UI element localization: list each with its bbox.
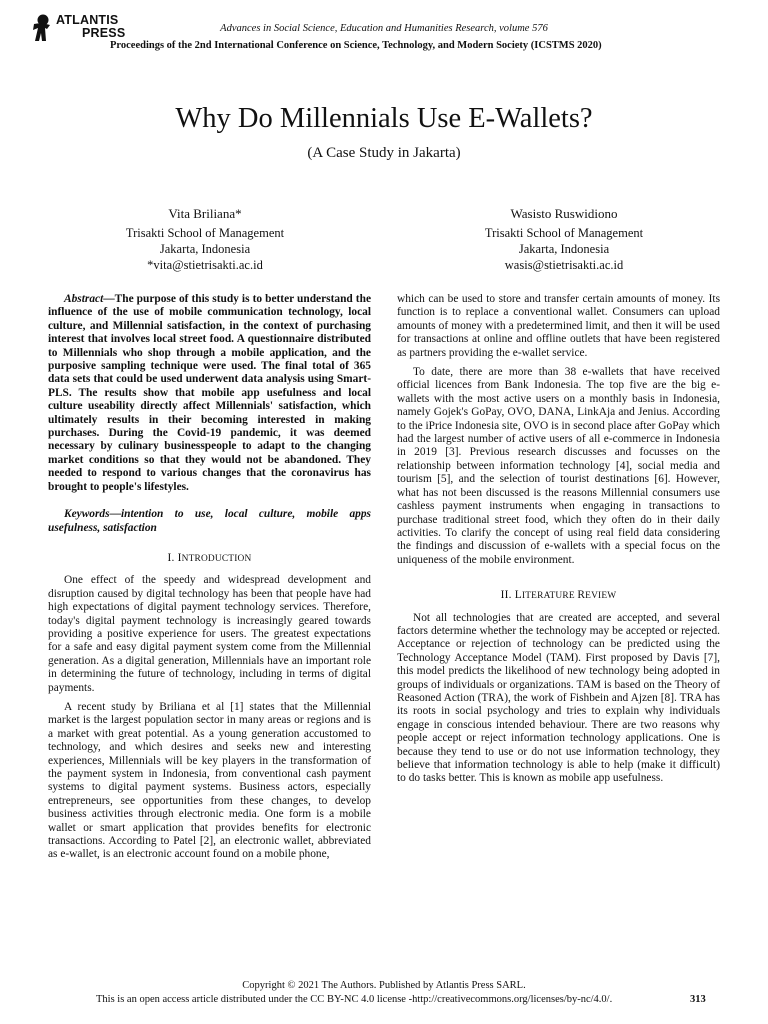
- abstract-text: —The purpose of this study is to better understand the influence of the use of mobile communication technology, local culture, and Millennial satisfaction, in the context of purchasing interest that involves local street food. A questionnaire distributed to Millennials who shop through a mobile application, and the purposive sampling technique were used. The final total of 365 data sets that could be used underwent data analysis using Smart-PLS. The results show that mobile app usefulness and local culture useability directly affect Millennials' satisfaction, which ultimately results in their becoming interested in making purchases. During the Covid-19 pandemic, it was deemed necessary by culinary businesspeople to adapt to the changing market conditions so that they would not be abandoned. They needed to respond to various changes that the coronavirus has brought to people's lifestyles.: [48, 293, 371, 493]
- left-column: [48, 293, 371, 868]
- body-paragraph: To date, there are more than 38 e-wallets that have received official licences from Bank Indonesia. The top five are the big e-wallets with the most active users on a monthly basis in Indonesia, namely Gojek's GoPay, OVO, DANA, LinkAja and Jenius. According to the iPrice Indonesia site, OVO is in second place after GoPay which had the largest number of active users of all e-commerce in Indonesia in 2019 [3]. Previous research discusses and focusses on the relationship between information technology [4], social media and tourism [5], and the selection of tourist destinations [6]. However, what has not been discussed is the reasons Millennial consumers use cashless payment instruments when engaging in transactions to purchase traditional street food, which they often do in their daily activities. To clarify the concept of using real field data considering the findings and discussion of e-wallets with a special focus on the uniqueness of the mobile environment.: [397, 366, 720, 566]
- paper-subtitle: (A Case Study in Jakarta): [307, 145, 461, 161]
- copyright-notice: Copyright © 2021 The Authors. Published by Atlantis Press SARL.: [242, 980, 526, 991]
- author-block: [55, 206, 355, 273]
- author-email[interactable]: *vita@stietrisakti.ac.id: [147, 258, 263, 272]
- author-name: Vita Briliana*: [168, 206, 242, 221]
- body-paragraph: Not all technologies that are created are accepted, and several factors determine whether the technology may be accepted or rejected. Acceptance or rejection of technology can be predicted using the Technology Acceptance Model (TAM). First proposed by Davis [7], this model predicts the likelihood of new technology being adopted in groups of individuals or organizations. TAM is based on the Theory of Reasoned Action (TRA), the work of Fishbein and Ajzen [8]. TRA has its roots in social psychology and tries to explain why individuals engage in conscious intended behaviour. There are two reasons why people accept or reject information technology applications. One is because they tend to use or do not use information technology, they believe that information technology is able to help (make it difficult) to do tasks better. This is known as mobile app usefulness.: [397, 611, 720, 785]
- license-notice: This is an open access article distributed under the CC BY-NC 4.0 license -http://creativecommons.org/licenses/by-nc/4.0/.: [96, 994, 613, 1005]
- series-title: Advances in Social Science, Education and Humanities Research, volume 576: [220, 23, 548, 34]
- author-affiliation: Trisakti School of Management: [125, 226, 285, 240]
- author-block: [414, 206, 714, 273]
- body-paragraph: A recent study by Briliana et al [1] states that the Millennial market is the largest population sector in many areas or regions and is a market with great potential. As a young generation accustomed to technology, and which desires and seeks new and interesting experiences, Millennials will be key players in the transformation of the payment system in Indonesia, from conventional cash payment systems to digital payment systems. Business actors, especially entrepreneurs, see opportunities from these changes, to develop business activities through electronic media. One form is a mobile wallet or smart application that provides benefits for electronic transactions. According to Patel [2], an electronic wallet, abbreviated as e-wallet, is an electronic account found on a mobile phone,: [48, 700, 371, 861]
- page-number: 313: [690, 994, 706, 1005]
- page-header: [0, 0, 768, 60]
- publisher-line-1: ATLANTIS: [56, 13, 119, 27]
- section-heading-introduction: I. INTRODUCTION: [167, 551, 252, 564]
- author-name: Wasisto Ruswidiono: [510, 206, 618, 221]
- keywords: Keywords—intention to use, local culture, mobile apps usefulness, satisfaction: [48, 508, 371, 534]
- publisher-line-2: PRESS: [82, 26, 126, 40]
- author-email[interactable]: wasis@stietrisakti.ac.id: [504, 258, 624, 272]
- right-column: [397, 293, 720, 792]
- body-paragraph: which can be used to store and transfer certain amounts of money. Its function is to replace a conventional wallet. Consumers can upload amounts of money with a predetermined limit, and then it will be used for transactions at online and offline outlets that have been registered as partners providing the e-wallet service.: [397, 293, 720, 359]
- author-location: Jakarta, Indonesia: [159, 242, 251, 256]
- paper-title: Why Do Millennials Use E-Wallets?: [175, 103, 593, 134]
- author-affiliation: Trisakti School of Management: [484, 226, 644, 240]
- proceedings-title: Proceedings of the 2nd International Conference on Science, Technology, and Modern Society (ICSTMS 2020): [110, 40, 602, 51]
- body-paragraph: One effect of the speedy and widespread development and disruption caused by digital technology has been that people have had high expectations of digital payment technology services. Therefore, today's digital payment technology is increasingly geared towards providing a positive experience for users. The greatest expectations for a safe and easy digital payment system come from the Millennial generation. As a digital generation, Millennials have an important role in determining the future of technology, including in terms of digital payments.: [48, 574, 371, 694]
- author-location: Jakarta, Indonesia: [518, 242, 610, 256]
- abstract-lead: Abstract: [64, 293, 104, 305]
- abstract: [48, 293, 371, 494]
- section-heading-literature-review: II. LITERATURE REVIEW: [500, 589, 617, 602]
- page-footer: [0, 979, 768, 1005]
